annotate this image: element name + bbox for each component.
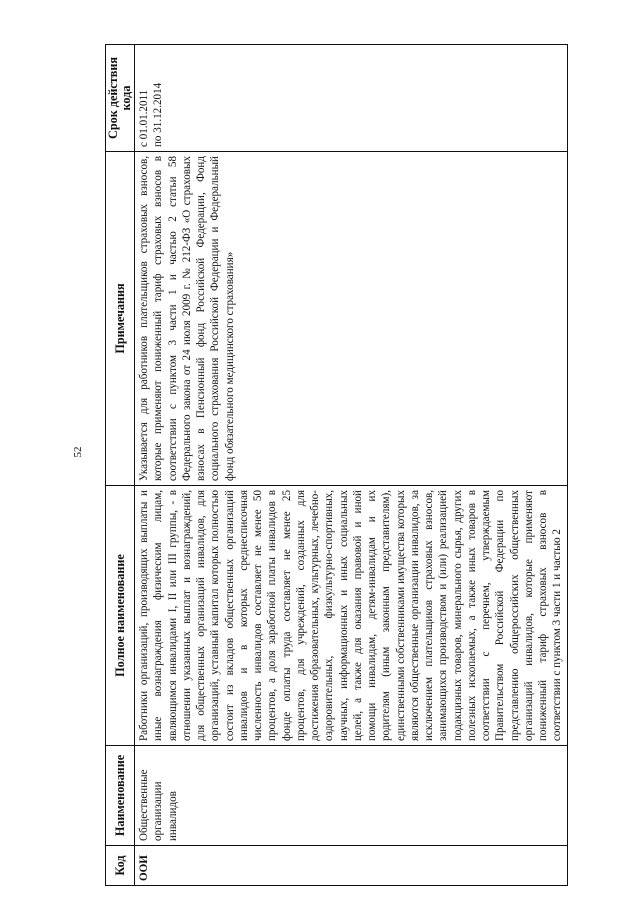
table-header-row [106,45,135,886]
header-full-name: Полное наименование [106,486,135,746]
cell-name: Общественные организации инвалидов [135,746,568,846]
classification-table [105,44,568,886]
cell-notes: Указывается для работников плательщиков страховых взносов, которые применяют пониженный тариф страховых взносов в соответствии с пунктом 3 части 1 и частью 2 статьи 58 Федерального закона от 24 июля 2009 г. № 212-ФЗ «О страховых взносах в Пенсионный фонд Российской Федерации, Фонд социального страхования Российской Федерации и Федеральный фонд обязательного медицинского страхования» [135,152,568,486]
page-number: 52 [72,446,84,458]
header-validity: Срок действия кода [106,45,135,152]
cell-validity [135,45,568,152]
cell-full-name: Работники организаций, производящих выплаты и иные вознаграждения физическим лицам, являющимся инвалидами I, II или III группы, - в отношении указанных выплат и вознаграждений, для общественных организаций инвалидов, для организаций, уставный капитал которых полностью состоит из вкладов общественных организаций инвалидов и в которых среднесписочная численность инвалидов составляет не менее 50 процентов, а доля заработной платы инвалидов в фонде оплаты труда составляет не менее 25 процентов, для учреждений, созданных для достижения образовательных, культурных, лечебно-оздоровительных, физкультурно-спортивных, научных, информационных и иных социальных целей, а также для оказания правовой и иной помощи инвалидам, детям-инвалидам и их родителям (иным законным представителям), единственными собственниками имущества которых являются общественные организации инвалидов, за исключением плательщиков страховых взносов, занимающихся производством и (или) реализацией подакцизных товаров, минерального сырья, других полезных ископаемых, а также иных товаров в соответствии с перечнем, утверждаемым Правительством Российской Федерации по представлению общероссийских общественных организаций инвалидов, которые применяют пониженный тариф страховых взносов в соответствии с пунктом 3 части 1 и частью 2 [135,486,568,746]
table-container [105,45,568,886]
cell-code: ООИ [135,846,568,886]
rotated-table-frame [105,45,568,886]
validity-to: по 31.12.2014 [152,82,165,147]
header-code: Код [106,846,135,886]
validity-from: с 01.01.2011 [138,89,150,147]
table-row [135,45,568,886]
header-name: Наименование [106,746,135,846]
header-notes: Примечания [106,152,135,486]
